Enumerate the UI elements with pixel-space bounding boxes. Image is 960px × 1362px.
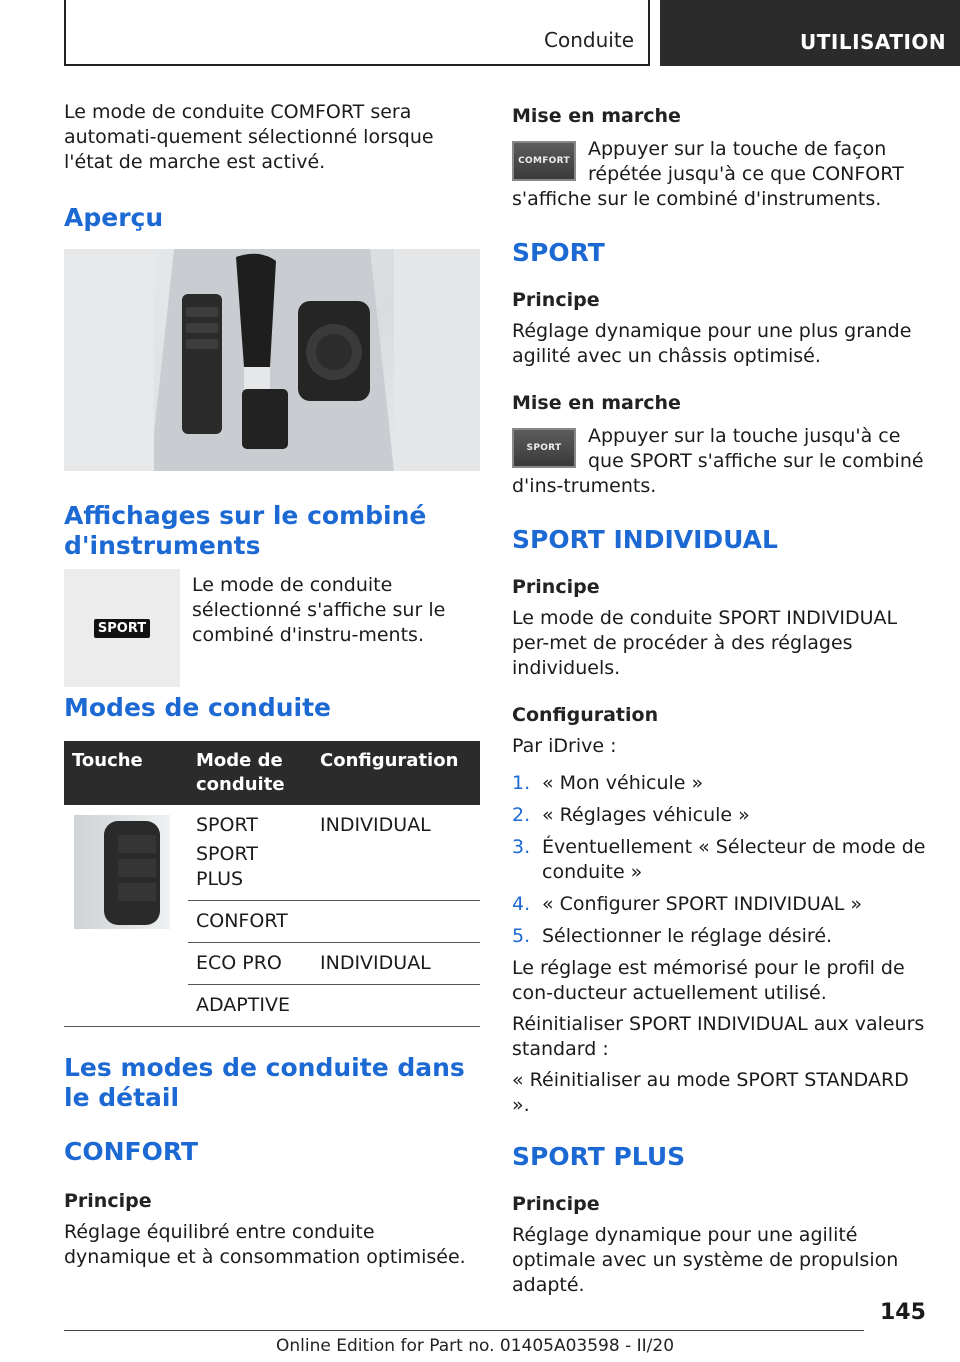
mode-sport-plus: SPORT PLUS <box>188 840 312 901</box>
reset-text: Réinitialiser SPORT INDIVIDUAL aux valeurs standard : <box>512 1013 925 1060</box>
list-item: 1. « Mon véhicule » <box>512 772 704 794</box>
display-heading: Affichages sur le combiné d'instruments <box>64 501 427 560</box>
config-steps <box>512 771 928 949</box>
list-item: 5. Sélectionner le réglage désiré. <box>512 925 833 947</box>
cluster-text: Le mode de conduite sélectionné s'affiche sur le combiné d'instru-ments. <box>192 574 446 646</box>
sport-text: Réglage dynamique pour une plus grande agilité avec un châssis optimisé. <box>512 320 912 367</box>
confort-principe-label: Principe <box>64 1190 152 1212</box>
col-config: Configuration <box>312 741 480 805</box>
individual-principe-label: Principe <box>512 576 600 598</box>
left-column <box>64 100 480 1270</box>
confort-heading: CONFORT <box>64 1137 199 1166</box>
table-row <box>64 805 480 840</box>
sportplus-text: Réglage dynamique pour une agilité optimale avec un système de propulsion adapté. <box>512 1224 899 1296</box>
confort-text: Réglage équilibré entre conduite dynamique et à consommation optimisée. <box>64 1221 466 1268</box>
header-chapter: UTILISATION <box>800 30 947 54</box>
reset-cmd: « Réinitialiser au mode SPORT STANDARD ». <box>512 1069 909 1116</box>
individual-heading: SPORT INDIVIDUAL <box>512 525 778 554</box>
intro-text: Le mode de conduite COMFORT sera automati-quement sélectionné lorsque l'état de marche est activé. <box>64 101 434 173</box>
config-sport: INDIVIDUAL <box>320 814 431 836</box>
page-number: 145 <box>880 1300 926 1325</box>
apercu-heading: Aperçu <box>64 203 164 232</box>
config-eco-pro: INDIVIDUAL <box>312 943 480 985</box>
header-chapter-tab <box>660 0 960 66</box>
footer-divider <box>64 1330 864 1331</box>
cluster-section <box>64 569 480 687</box>
individual-text: Le mode de conduite SPORT INDIVIDUAL per-met de procéder à des réglages individuels. <box>512 607 898 679</box>
config-confort <box>312 901 480 943</box>
config-adaptive <box>312 985 480 1027</box>
right-column <box>512 100 928 1298</box>
sport-mise-label: Mise en marche <box>512 392 681 414</box>
memo-text: Le réglage est mémorisé pour le profil de con-ducteur actuellement utilisé. <box>512 957 905 1004</box>
mode-sport: SPORT <box>196 814 258 836</box>
header-section: Conduite <box>544 28 634 52</box>
sport-principe-label: Principe <box>512 289 600 311</box>
list-item: 3. Éventuellement « Sélecteur de mode de conduite » <box>512 836 926 883</box>
mode-selector-image <box>74 815 170 929</box>
sport-heading: SPORT <box>512 238 605 267</box>
cluster-display-image <box>64 569 180 687</box>
col-touche: Touche <box>64 741 188 805</box>
mode-confort: CONFORT <box>188 901 312 943</box>
header-box <box>64 0 650 66</box>
selector-illustration <box>74 815 170 929</box>
detail-heading: Les modes de conduite dans le détail <box>64 1053 465 1112</box>
cluster-sport-badge: SPORT <box>94 619 150 638</box>
comfort-key-image: COMFORT <box>512 141 576 181</box>
modes-table <box>64 741 480 1027</box>
confort-mise-label: Mise en marche <box>512 105 681 127</box>
confort-mise-text: Appuyer sur la touche de façon répétée jusqu'à ce que CONFORT s'affiche sur le combiné d'instruments. <box>512 138 904 210</box>
sportplus-principe-label: Principe <box>512 1193 600 1215</box>
mode-eco-pro: ECO PRO <box>188 943 312 985</box>
sport-mise-block <box>512 424 928 499</box>
sport-mise-text: Appuyer sur la touche jusqu'à ce que SPORT s'affiche sur le combiné d'ins-truments. <box>512 425 924 497</box>
confort-mise-block <box>512 137 928 212</box>
sportplus-heading: SPORT PLUS <box>512 1142 686 1171</box>
footer-edition: Online Edition for Part no. 01405A03598 - II/20 <box>276 1336 675 1356</box>
col-mode: Mode de conduite <box>188 741 312 805</box>
list-item: 2. « Réglages véhicule » <box>512 804 750 826</box>
config-sport-plus <box>312 840 480 901</box>
list-item: 4. « Configurer SPORT INDIVIDUAL » <box>512 893 862 915</box>
sport-key-image: SPORT <box>512 428 576 468</box>
par-idrive: Par iDrive : <box>512 735 617 757</box>
center-console-image <box>64 249 480 471</box>
config-label: Configuration <box>512 704 659 726</box>
console-illustration <box>64 249 480 471</box>
mode-adaptive: ADAPTIVE <box>188 985 312 1027</box>
modes-heading: Modes de conduite <box>64 693 332 722</box>
